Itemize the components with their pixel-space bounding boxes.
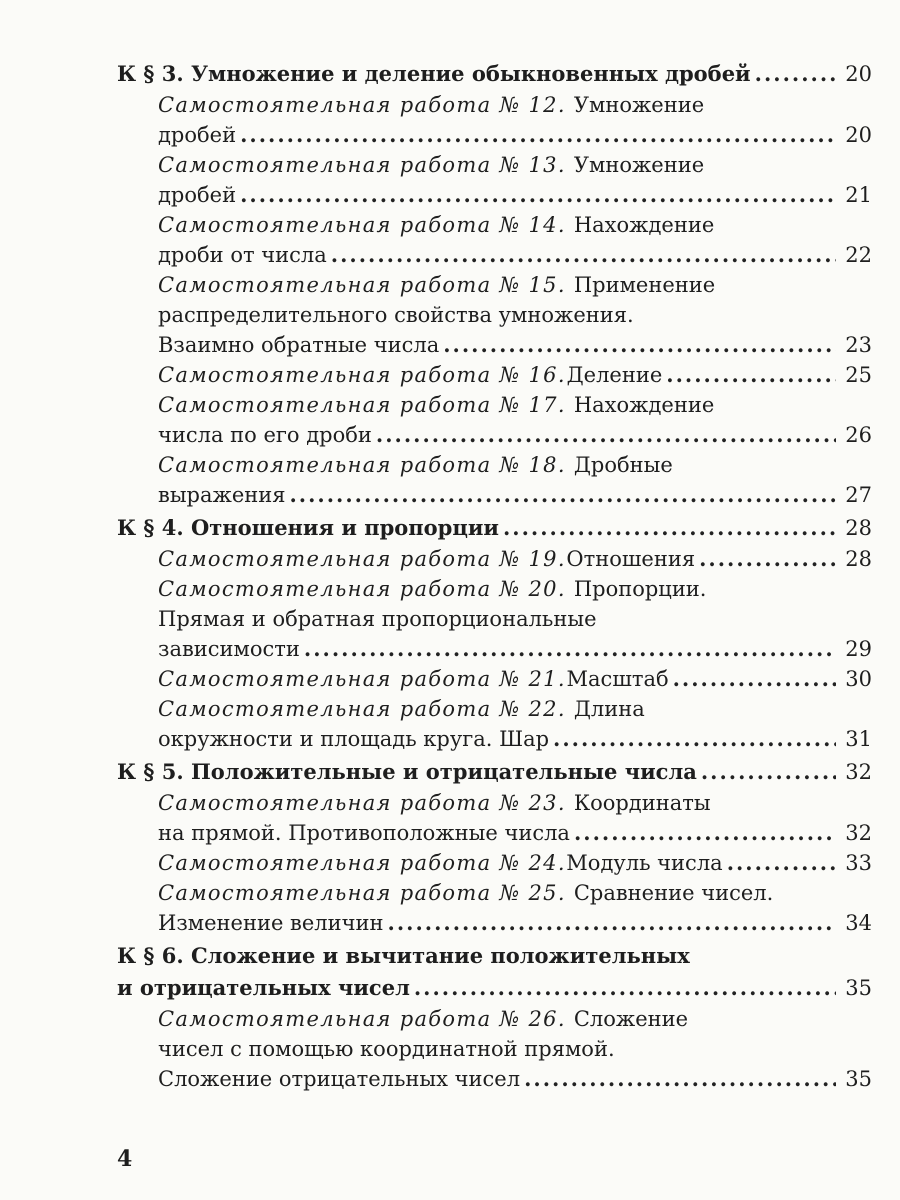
work-label: Самостоятельная работа № 13. (158, 153, 566, 177)
toc-entry-work-20-cont (0, 604, 900, 634)
toc-entry-work-13-cont (0, 180, 900, 210)
leader-dots (290, 480, 837, 510)
toc-entry-work-14 (0, 210, 900, 240)
work-title: Сравнение чисел. (573, 881, 774, 905)
toc-entry-work-25 (0, 878, 900, 908)
page-ref: 22 (845, 243, 872, 267)
work-title: Пропорции. (573, 577, 707, 601)
leader-dots (673, 664, 836, 694)
page-ref: 29 (845, 637, 872, 661)
toc-entry-work-12 (0, 90, 900, 120)
leader-dots (503, 512, 836, 544)
toc-section-6-cont (0, 972, 900, 1004)
toc-entry-work-15-cont (0, 330, 900, 360)
toc-entry-work-17-cont (0, 420, 900, 450)
work-title-cont: дробей (158, 183, 237, 207)
toc-entry-work-22-cont (0, 724, 900, 754)
work-title: Длина (573, 697, 645, 721)
page-ref: 21 (845, 183, 872, 207)
work-title: Нахождение (573, 393, 715, 417)
leader-dots (553, 724, 836, 754)
toc-entry-work-26 (0, 1004, 900, 1034)
work-label: Самостоятельная работа № 25. (158, 881, 566, 905)
toc-entry-work-12-cont (0, 120, 900, 150)
section-title: К § 5. Положительные и отрицательные числа (117, 759, 697, 784)
leader-dots (727, 848, 836, 878)
page-ref: 35 (845, 1067, 872, 1091)
toc-entry-work-17 (0, 390, 900, 420)
leader-dots (574, 818, 836, 848)
work-title: Дробные (573, 453, 673, 477)
page-ref: 20 (845, 62, 872, 86)
page-ref: 25 (845, 363, 872, 387)
work-title-cont: чисел с помощью координатной прямой. (158, 1037, 615, 1061)
page-ref: 31 (845, 727, 872, 751)
work-title-cont: Сложение отрицательных чисел (158, 1067, 521, 1091)
leader-dots (304, 634, 836, 664)
leader-dots (376, 420, 836, 450)
work-label: Самостоятельная работа № 23. (158, 791, 566, 815)
work-label: Самостоятельная работа № 16. (158, 363, 566, 387)
toc-entry-work-18-cont (0, 480, 900, 510)
section-title-cont: и отрицательных чисел (117, 975, 410, 1000)
toc-entry-work-15-cont (0, 300, 900, 330)
work-title-cont: на прямой. Противоположные числа (158, 821, 570, 845)
work-title-cont: распределительного свойства умножения. (158, 303, 634, 327)
work-label: Самостоятельная работа № 22. (158, 697, 566, 721)
page-ref: 34 (845, 911, 872, 935)
toc-entry-work-20 (0, 574, 900, 604)
toc-entry-work-18 (0, 450, 900, 480)
leader-dots (701, 756, 836, 788)
work-title-cont: Прямая и обратная пропорциональные (158, 607, 597, 631)
section-title: К § 4. Отношения и пропорции (117, 515, 499, 540)
toc-entry-work-23 (0, 788, 900, 818)
page-ref: 27 (845, 483, 872, 507)
leader-dots (755, 58, 836, 90)
work-title-cont: зависимости (158, 637, 300, 661)
page-ref: 28 (845, 547, 872, 571)
work-label: Самостоятельная работа № 21. (158, 667, 566, 691)
work-title-cont: Изменение величин (158, 911, 384, 935)
work-title-cont: Взаимно обратные числа (158, 333, 440, 357)
work-title-cont: окружности и площадь круга. Шар (158, 727, 550, 751)
work-title-cont: дробей (158, 123, 237, 147)
leader-dots (388, 908, 836, 938)
page-ref: 32 (845, 760, 872, 784)
work-title-cont: выражения (158, 483, 286, 507)
table-of-contents (0, 58, 900, 1094)
toc-entry-work-16 (0, 360, 900, 390)
toc-entry-work-26-cont (0, 1034, 900, 1064)
work-label: Самостоятельная работа № 18. (158, 453, 566, 477)
work-label: Самостоятельная работа № 24. (158, 851, 566, 875)
work-title: Масштаб (566, 667, 669, 691)
page-number: 4 (117, 1146, 133, 1172)
work-title-cont: числа по его дроби (158, 423, 372, 447)
toc-entry-work-23-cont (0, 818, 900, 848)
section-title: К § 6. Сложение и вычитание положительных (117, 943, 690, 968)
work-title: Нахождение (573, 213, 715, 237)
toc-entry-work-14-cont (0, 240, 900, 270)
toc-section-3 (0, 58, 900, 90)
toc-entry-work-21 (0, 664, 900, 694)
page-ref: 20 (845, 123, 872, 147)
toc-entry-work-15 (0, 270, 900, 300)
toc-entry-work-26-cont (0, 1064, 900, 1094)
toc-entry-work-25-cont (0, 908, 900, 938)
leader-dots (699, 544, 836, 574)
work-label: Самостоятельная работа № 17. (158, 393, 566, 417)
page-ref: 26 (845, 423, 872, 447)
work-label: Самостоятельная работа № 19. (158, 547, 566, 571)
toc-section-5 (0, 756, 900, 788)
leader-dots (666, 360, 836, 390)
work-title: Умножение (573, 153, 705, 177)
toc-entry-work-24 (0, 848, 900, 878)
page-ref: 35 (845, 976, 872, 1000)
page-ref: 33 (845, 851, 872, 875)
leader-dots (240, 180, 836, 210)
work-title: Координаты (573, 791, 711, 815)
work-title: Модуль числа (566, 851, 723, 875)
work-label: Самостоятельная работа № 15. (158, 273, 566, 297)
toc-entry-work-20-cont (0, 634, 900, 664)
toc-section-6 (0, 940, 900, 972)
page-ref: 30 (845, 667, 872, 691)
work-title: Отношения (566, 547, 696, 571)
work-title: Сложение (573, 1007, 689, 1031)
leader-dots (414, 972, 836, 1004)
leader-dots (443, 330, 836, 360)
leader-dots (331, 240, 836, 270)
work-label: Самостоятельная работа № 26. (158, 1007, 566, 1031)
leader-dots (240, 120, 836, 150)
work-label: Самостоятельная работа № 12. (158, 93, 566, 117)
toc-entry-work-19 (0, 544, 900, 574)
section-title: К § 3. Умножение и деление обыкновенных дробей (117, 61, 751, 86)
page-ref: 32 (845, 821, 872, 845)
leader-dots (524, 1064, 836, 1094)
toc-section-4 (0, 512, 900, 544)
page-ref: 28 (845, 516, 872, 540)
work-label: Самостоятельная работа № 14. (158, 213, 566, 237)
work-title: Умножение (573, 93, 705, 117)
page-ref: 23 (845, 333, 872, 357)
work-title-cont: дроби от числа (158, 243, 327, 267)
work-label: Самостоятельная работа № 20. (158, 577, 566, 601)
toc-entry-work-13 (0, 150, 900, 180)
work-title: Деление (566, 363, 663, 387)
toc-entry-work-22 (0, 694, 900, 724)
work-title: Применение (573, 273, 716, 297)
